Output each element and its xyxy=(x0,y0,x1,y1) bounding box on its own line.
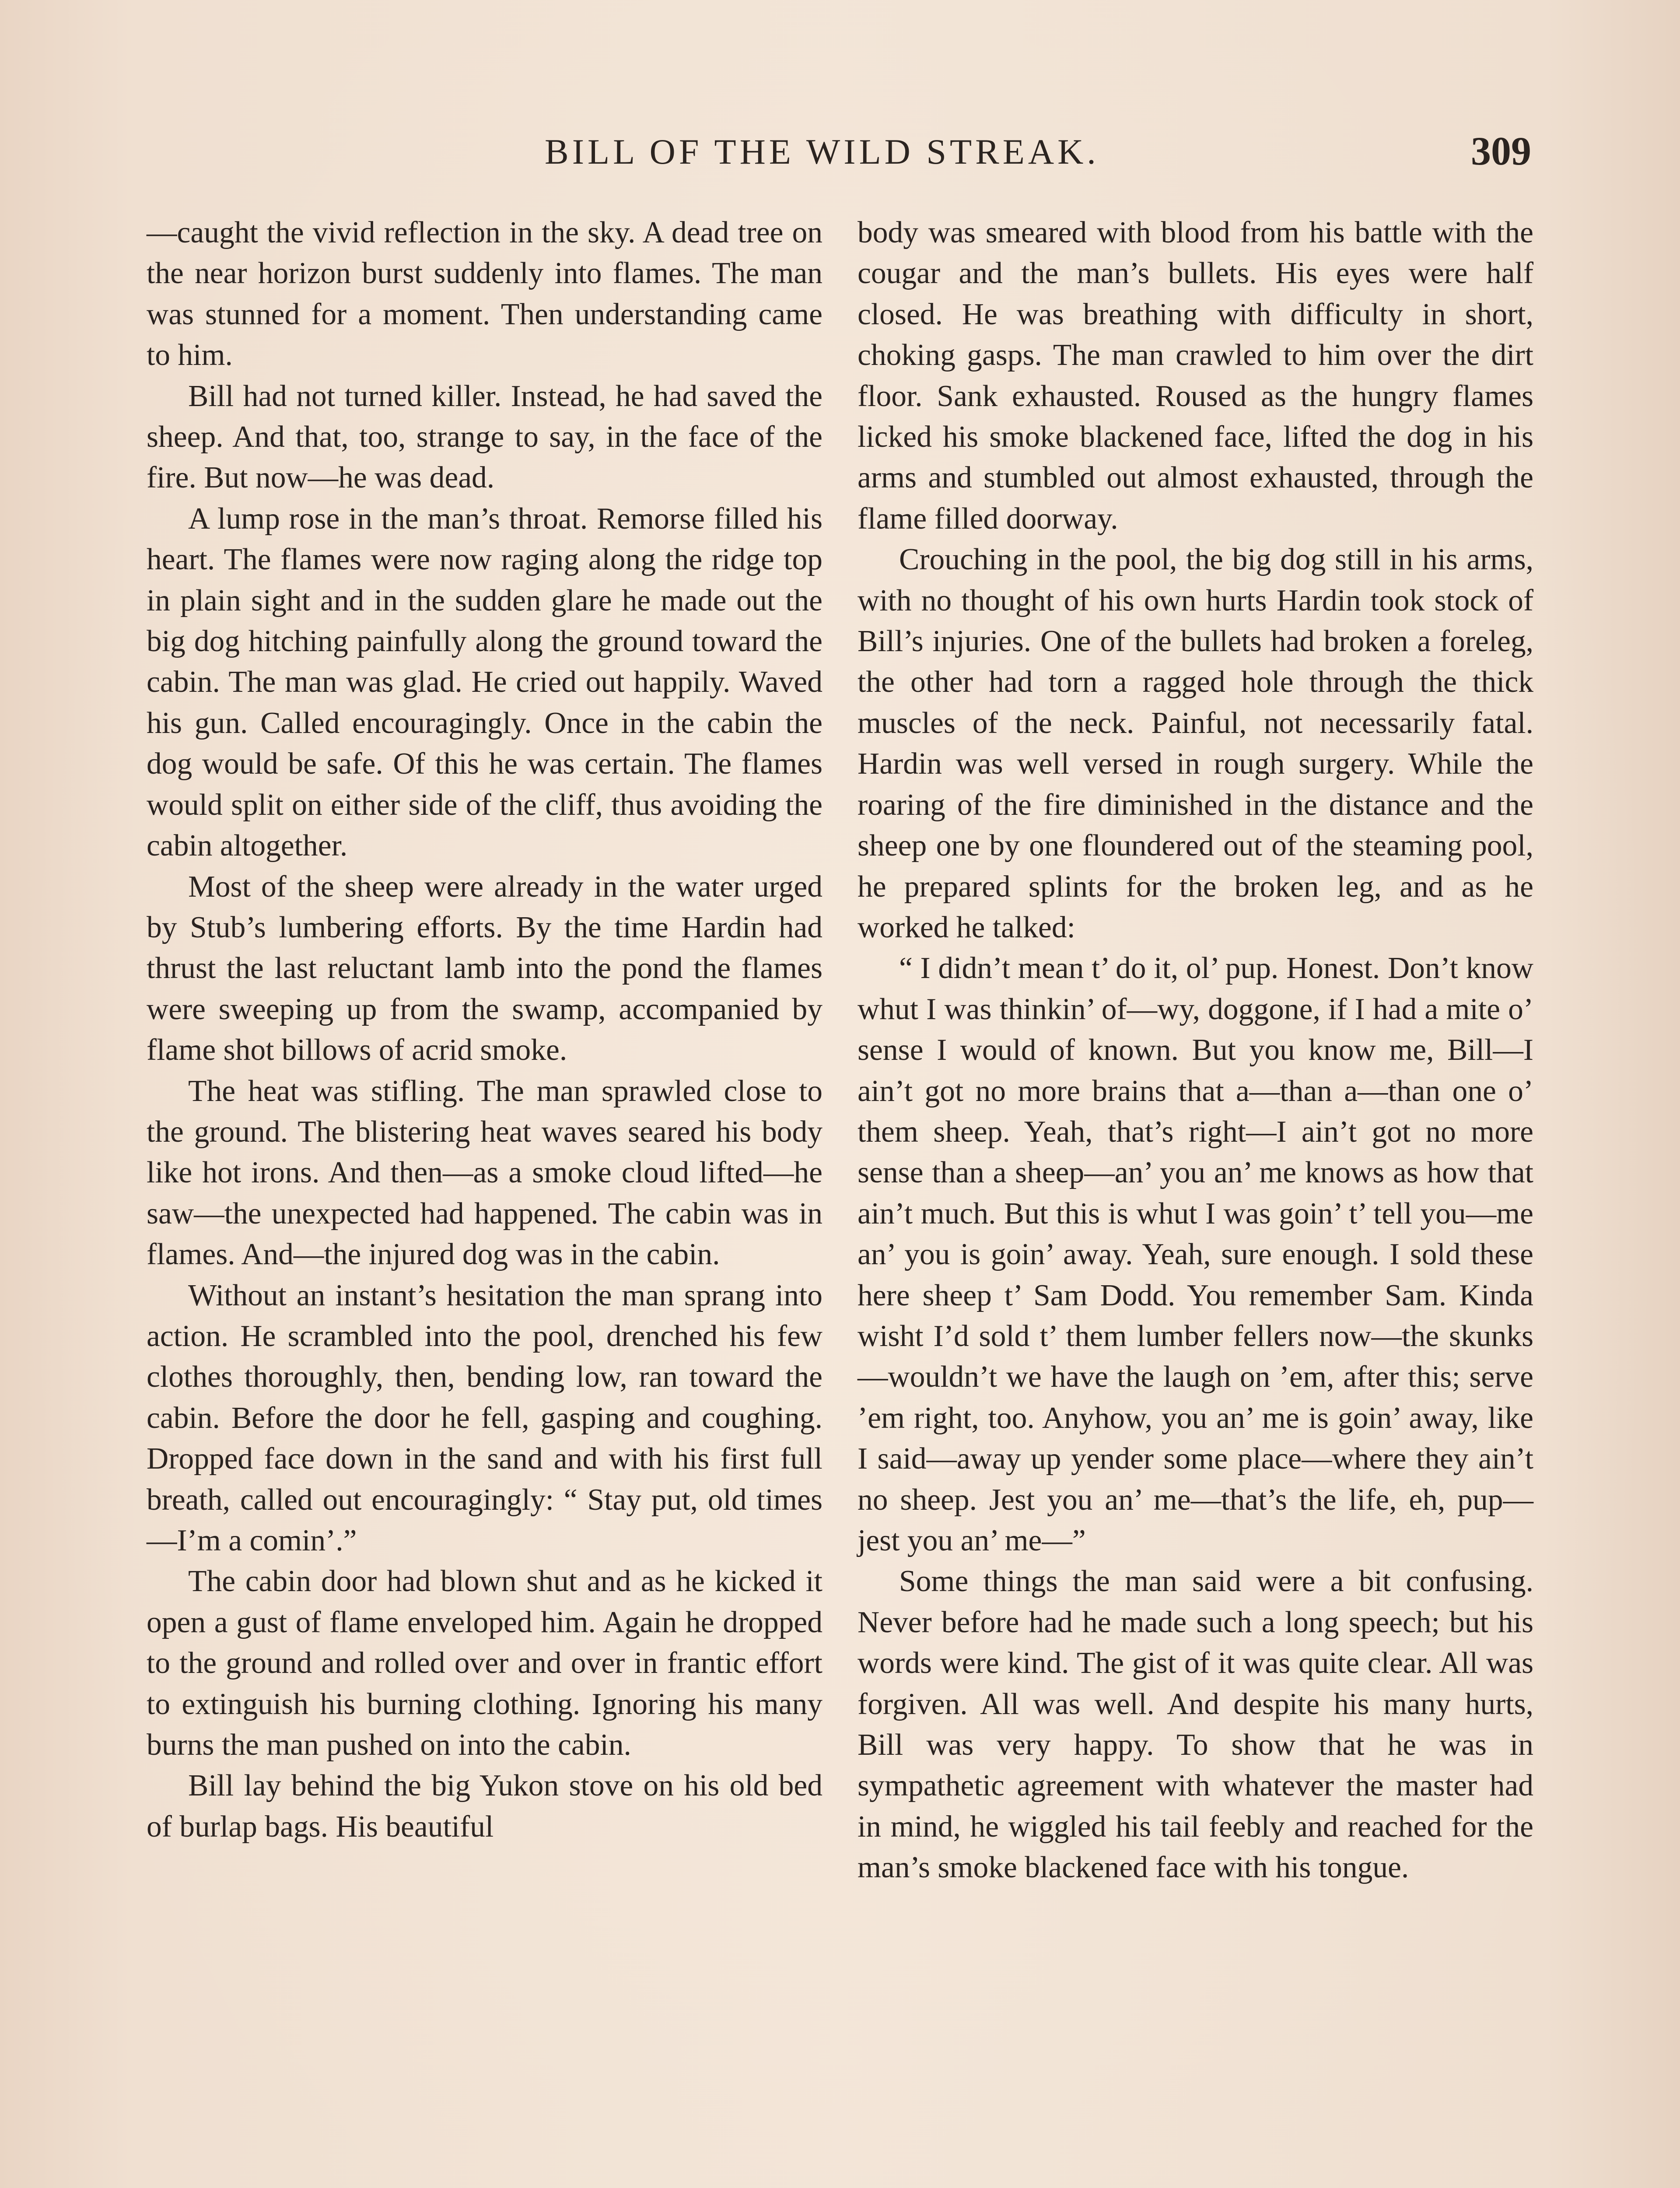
paragraph: Most of the sheep were already in the water urged by Stub’s lumbering efforts. By the time Hardin had thrust the last reluctant lamb into the pond the flames were sweeping up from the swamp, accompanied by flame shot billows of acrid smoke. xyxy=(147,870,822,1067)
paragraph: Crouching in the pool, the big dog still in his arms, with no thought of his own hurts Hardin took stock of Bill’s injuries. One of the bullets had broken a foreleg, the other had torn a ragged hole through the thick muscles of the neck. Painful, not necessarily fatal. Hardin was well versed in rough surgery. While the roaring of the fire diminished in the distance and the sheep one by one floundered out of the steaming pool, he prepared splints for the broken leg, and as he worked he talked: xyxy=(858,543,1533,944)
paragraph: The heat was stifling. The man sprawled close to the ground. The blistering heat waves seared his body like hot irons. And then—as a smoke cloud lifted—he saw—the unexpected had happened. The cabin was in flames. And—the injured dog was in the cabin. xyxy=(147,1074,822,1272)
paragraph: Bill lay behind the big Yukon stove on his old bed of burlap bags. His beautiful xyxy=(147,1769,822,1844)
paragraph: body was smeared with blood from his battle with the cougar and the man’s bullets. His eyes were half closed. He was breathing with difficulty in short, choking gasps. The man crawled to him over the dirt floor. Sank exhausted. Roused as the hungry flames licked his smoke blackened face, lifted the dog in his arms and stumbled out almost exhausted, through the flame filled doorway. xyxy=(858,216,1533,536)
paragraph: A lump rose in the man’s throat. Remorse filled his heart. The flames were now raging along the ridge top in plain sight and in the sudden glare he made out the big dog hitching painfully along the ground toward the cabin. The man was glad. He cried out happily. Waved his gun. Called encouragingly. Once in the cabin the dog would be safe. Of this he was certain. The flames would split on either side of the cliff, thus avoiding the cabin altogether. xyxy=(147,501,822,863)
paragraph: Bill had not turned killer. Instead, he had saved the sheep. And that, too, strange to say, in the face of the fire. But now—he was dead. xyxy=(147,379,822,495)
left-column xyxy=(147,212,822,1847)
paragraph: Some things the man said were a bit confusing. Never before had he made such a long speech; but his words were kind. The gist of it was quite clear. All was forgiven. All was well. And despite his many hurts, Bill was very happy. To show that he was in sympathetic agreement with whatever the master had in mind, he wiggled his tail feebly and reached for the man’s smoke blackened face with his tongue. xyxy=(858,1564,1533,1885)
running-head: BILL OF THE WILD STREAK. xyxy=(545,132,1099,172)
page-number: 309 xyxy=(1471,129,1531,173)
paragraph: “ I didn’t mean t’ do it, ol’ pup. Honest. Don’t know whut I was thinkin’ of—wy, doggone, if I had a mite o’ sense I would of known. But you know me, Bill—I ain’t got no more brains that a—than a—than one o’ them sheep. Yeah, that’s right—I ain’t got no more sense than a sheep—an’ you an’ me knows as how that ain’t much. But this is whut I was goin’ t’ tell you—me an’ you is goin’ away. Yeah, sure enough. I sold these here sheep t’ Sam Dodd. You remember Sam. Kinda wisht I’d sold t’ them lumber fellers now—the skunks—wouldn’t we have the laugh on ’em, after this; serve ’em right, too. Anyhow, you an’ me is goin’ away, like I said—away up yender some place—where they ain’t no sheep. Jest you an’ me—that’s the life, eh, pup—jest you an’ me—” xyxy=(858,951,1533,1557)
paragraph: —caught the vivid reflection in the sky. A dead tree on the near horizon burst suddenly into flames. The man was stunned for a moment. Then understanding came to him. xyxy=(147,216,822,372)
paragraph: The cabin door had blown shut and as he kicked it open a gust of flame enveloped him. Again he dropped to the ground and rolled over and over in frantic effort to extinguish his burning clothing. Ignoring his many burns the man pushed on into the cabin. xyxy=(147,1564,822,1762)
paragraph: Without an instant’s hesitation the man sprang into action. He scrambled into the pool, drenched his few clothes thoroughly, then, bending low, ran toward the cabin. Before the door he fell, gasping and coughing. Dropped face down in the sand and with his first full breath, called out encouragingly: “ Stay put, old times—I’m a comin’.” xyxy=(147,1278,822,1557)
right-column xyxy=(858,212,1533,1888)
